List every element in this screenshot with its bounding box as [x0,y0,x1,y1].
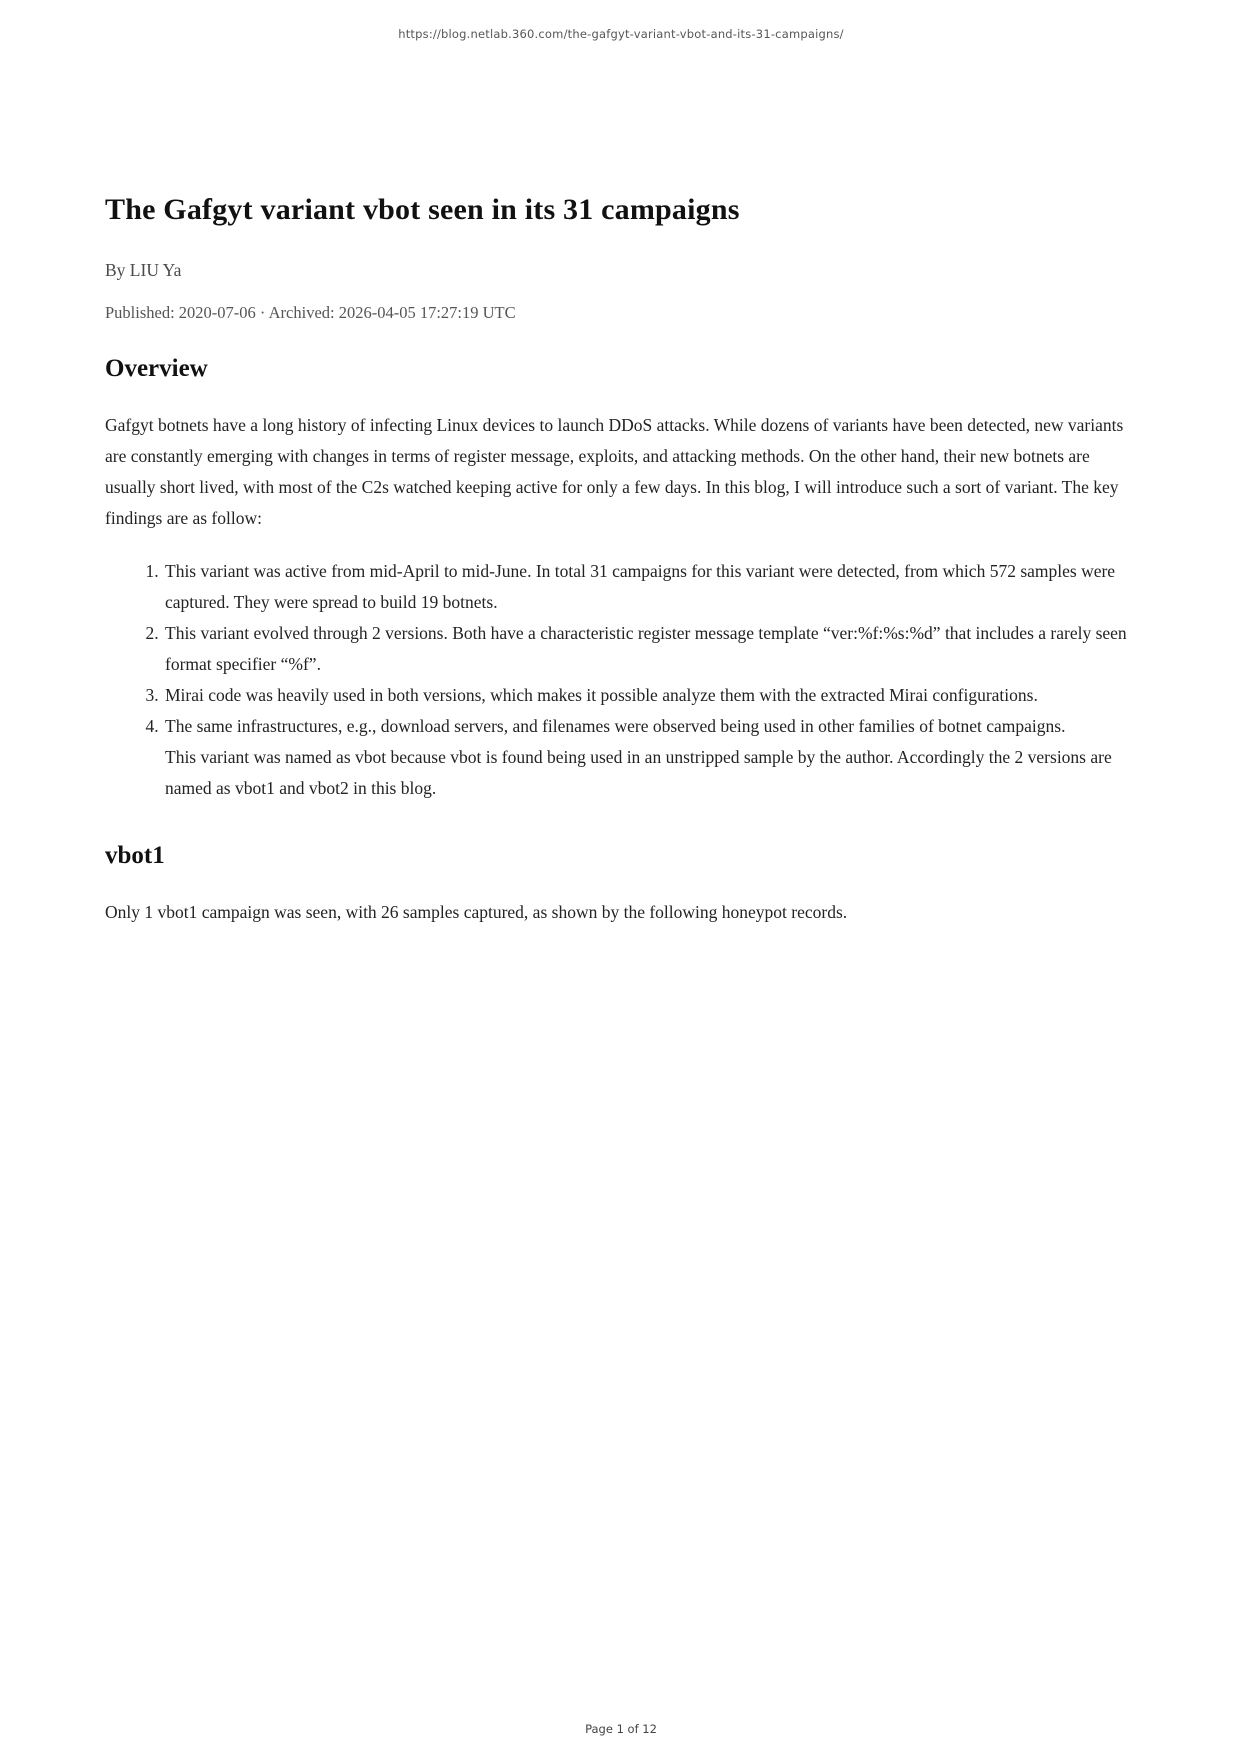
list-item-text: 3. Mirai code was heavily used in both versions, which makes it possible analyze them with the extracted Mirai configurations. [165,685,1038,705]
list-item [163,618,1137,680]
publish-archive-meta: Published: 2020-07-06 · Archived: 2026-04-05 17:27:19 UTC [105,303,516,322]
page-number-footer: Page 1 of 12 [585,1722,657,1736]
overview-paragraph: Gafgyt botnets have a long history of infecting Linux devices to launch DDoS attacks. While dozens of variants have been detected, new variants are constantly emerging with changes in terms of register message, exploits, and attacking methods. On the other hand, their new botnets are usually short lived, with most of the C2s watched keeping active for only a few days. In this blog, I will introduce such a sort of variant. The key findings are as follow: [105,415,1124,528]
list-item [163,680,1137,711]
list-item [163,556,1137,618]
list-item [163,711,1137,804]
article-title: The Gafgyt variant vbot seen in its 31 campaigns [105,193,740,226]
vbot1-paragraph: Only 1 vbot1 campaign was seen, with 26 samples captured, as shown by the following honeypot records. [105,902,848,922]
section-heading-overview: Overview [105,355,208,382]
list-item-note: This variant was named as vbot because vbot is found being used in an unstripped sample by the author. Accordingly the 2 versions are named as vbot1 and vbot2 in this blog. [165,747,1112,798]
section-heading-vbot1: vbot1 [105,842,165,869]
byline: By LIU Ya [105,260,182,280]
print-header-url: https://blog.netlab.360.com/the-gafgyt-variant-vbot-and-its-31-campaigns/ [398,27,844,41]
list-item-text: 2. This variant evolved through 2 versions. Both have a characteristic register message template “ver:%f:%s:%d” that includes a rarely seen format specifier “%f”. [165,623,1127,674]
key-findings-list [105,556,1137,804]
list-item-text: 4. The same infrastructures, e.g., download servers, and filenames were observed being used in other families of botnet campaigns. [165,716,1066,736]
article [0,193,1242,928]
list-item-text: 1. This variant was active from mid-April to mid-June. In total 31 campaigns for this variant were detected, from which 572 samples were captured. They were spread to build 19 botnets. [165,561,1116,612]
